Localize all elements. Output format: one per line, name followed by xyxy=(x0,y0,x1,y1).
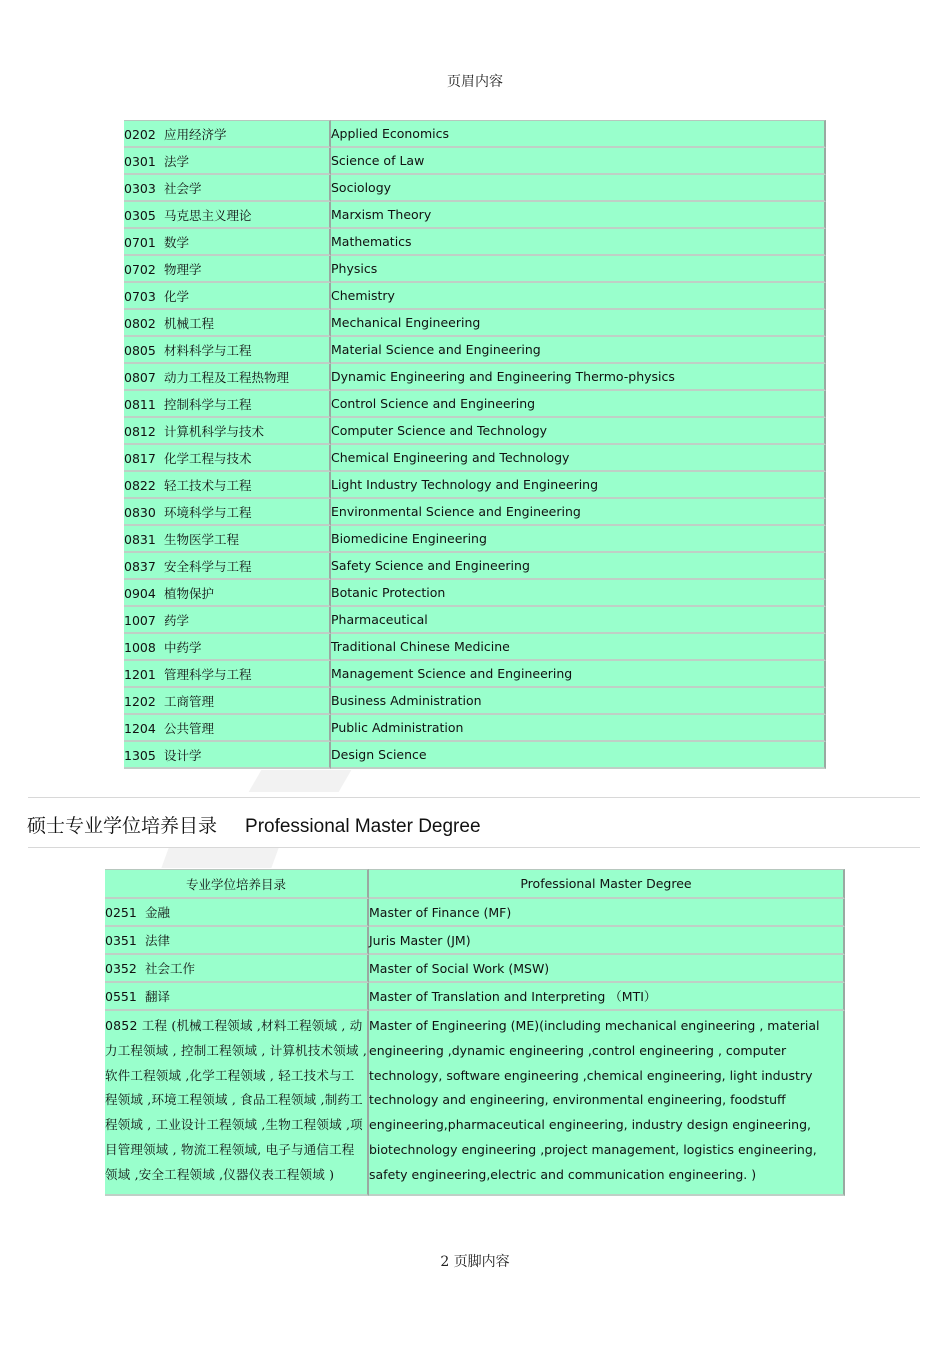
watermark-shape xyxy=(249,770,352,792)
discipline-cell xyxy=(124,661,331,688)
page-number: 2 xyxy=(440,1254,450,1270)
discipline-name-en: Environmental Science and Engineering xyxy=(331,499,826,526)
discipline-cell xyxy=(124,499,331,526)
discipline-cell xyxy=(124,742,331,769)
discipline-name-zh: 公共管理 xyxy=(164,720,215,736)
table-row xyxy=(124,337,826,364)
discipline-name-en: Chemistry xyxy=(331,283,826,310)
discipline-cell xyxy=(124,418,331,445)
discipline-cell xyxy=(124,526,331,553)
table-row xyxy=(105,983,845,1011)
discipline-name-en: Pharmaceutical xyxy=(331,607,826,634)
discipline-code: 0904 xyxy=(124,585,156,601)
discipline-name-en: Master of Social Work (MSW) xyxy=(369,955,845,983)
discipline-cell xyxy=(124,202,331,229)
discipline-name-zh: 化学工程与技术 xyxy=(164,450,252,466)
discipline-code: 0202 xyxy=(124,126,156,142)
discipline-name-zh: 生物医学工程 xyxy=(164,531,240,547)
header-en: Professional Master Degree xyxy=(369,869,845,899)
discipline-cell xyxy=(124,148,331,175)
discipline-cell xyxy=(124,310,331,337)
discipline-code: 1007 xyxy=(124,612,156,628)
discipline-cell xyxy=(124,229,331,256)
discipline-name-zh: 植物保护 xyxy=(164,585,215,601)
discipline-name-en: Design Science xyxy=(331,742,826,769)
discipline-name-en: Management Science and Engineering xyxy=(331,661,826,688)
discipline-code: 0812 xyxy=(124,423,156,439)
footer-text: 页脚内容 xyxy=(453,1254,510,1270)
discipline-cell xyxy=(124,337,331,364)
discipline-name-zh: 安全科学与工程 xyxy=(164,558,252,574)
discipline-name-en: Dynamic Engineering and Engineering Thermo-physics xyxy=(331,364,826,391)
discipline-name-zh: 物理学 xyxy=(164,261,202,277)
discipline-cell xyxy=(124,256,331,283)
discipline-name-en: Computer Science and Technology xyxy=(331,418,826,445)
discipline-cell xyxy=(124,688,331,715)
table-row xyxy=(124,391,826,418)
table-row xyxy=(105,899,845,927)
discipline-name-en: Business Administration xyxy=(331,688,826,715)
discipline-code: 1008 xyxy=(124,639,156,655)
discipline-code: 0701 xyxy=(124,234,156,250)
table-row xyxy=(124,715,826,742)
table-row xyxy=(124,607,826,634)
discipline-name-en: Marxism Theory xyxy=(331,202,826,229)
discipline-name-zh: 材料科学与工程 xyxy=(164,342,252,358)
table-row xyxy=(124,742,826,769)
discipline-code: 0702 xyxy=(124,261,156,277)
discipline-name-zh: 管理科学与工程 xyxy=(164,666,252,682)
discipline-code: 1204 xyxy=(124,720,156,736)
discipline-code: 0805 xyxy=(124,342,156,358)
discipline-name-en: Master of Translation and Interpreting （MTI） xyxy=(369,983,845,1011)
table-header-row xyxy=(105,869,845,899)
discipline-name-en: Master of Finance (MF) xyxy=(369,899,845,927)
discipline-name-en: Applied Economics xyxy=(331,120,826,148)
table-row xyxy=(124,418,826,445)
discipline-cell xyxy=(124,445,331,472)
professional-degree-table xyxy=(105,869,845,1196)
table-row xyxy=(124,499,826,526)
engineering-code: 0852 xyxy=(105,1018,138,1033)
table-row xyxy=(105,927,845,955)
discipline-code: 0811 xyxy=(124,396,156,412)
engineering-en: Master of Engineering (ME)(including mechanical engineering , material engineering ,dynamic engineering ,control engineering , computer technology, software engineering ,chemical engineering, light industry technology and engineering, environmental engineering, foodstuff engineering,pharmaceutical engineering, industry design engineering, biotechnology engineering ,project management, logistics engineering, safety engineering,electric and communication engineering. ) xyxy=(369,1011,845,1196)
discipline-cell xyxy=(105,927,369,955)
discipline-name-en: Traditional Chinese Medicine xyxy=(331,634,826,661)
section-title xyxy=(27,811,481,838)
discipline-cell xyxy=(124,715,331,742)
discipline-cell xyxy=(105,899,369,927)
discipline-name-zh: 环境科学与工程 xyxy=(164,504,252,520)
discipline-name-zh: 控制科学与工程 xyxy=(164,396,252,412)
discipline-code: 0551 xyxy=(105,989,137,1004)
discipline-cell xyxy=(124,120,331,148)
table-row xyxy=(124,688,826,715)
discipline-code: 0817 xyxy=(124,450,156,466)
discipline-cell xyxy=(124,553,331,580)
watermark-shape xyxy=(161,848,278,868)
engineering-zh-cell xyxy=(105,1011,369,1196)
table-row xyxy=(124,661,826,688)
discipline-code: 1202 xyxy=(124,693,156,709)
table-row-engineering xyxy=(105,1011,845,1196)
table-row xyxy=(124,526,826,553)
table-row xyxy=(124,472,826,499)
discipline-code: 0837 xyxy=(124,558,156,574)
discipline-name-zh: 法律 xyxy=(145,933,171,948)
discipline-code: 0303 xyxy=(124,180,156,196)
discipline-name-zh: 社会工作 xyxy=(145,961,196,976)
discipline-name-zh: 马克思主义理论 xyxy=(164,207,252,223)
discipline-name-en: Mathematics xyxy=(331,229,826,256)
discipline-name-en: Juris Master (JM) xyxy=(369,927,845,955)
discipline-name-en: Botanic Protection xyxy=(331,580,826,607)
discipline-name-zh: 机械工程 xyxy=(164,315,215,331)
discipline-table xyxy=(124,120,826,769)
discipline-cell xyxy=(105,983,369,1011)
discipline-code: 0822 xyxy=(124,477,156,493)
discipline-name-zh: 药学 xyxy=(164,612,190,628)
section-title-zh: 硕士专业学位培养目录 xyxy=(27,815,218,837)
discipline-name-en: Chemical Engineering and Technology xyxy=(331,445,826,472)
discipline-name-zh: 中药学 xyxy=(164,639,202,655)
table-row xyxy=(124,120,826,148)
table-row xyxy=(124,175,826,202)
discipline-code: 1201 xyxy=(124,666,156,682)
section-title-en: Professional Master Degree xyxy=(245,816,481,837)
discipline-name-en: Mechanical Engineering xyxy=(331,310,826,337)
discipline-cell xyxy=(124,283,331,310)
discipline-cell xyxy=(124,364,331,391)
discipline-name-en: Biomedicine Engineering xyxy=(331,526,826,553)
discipline-name-zh: 法学 xyxy=(164,153,190,169)
table-row xyxy=(124,445,826,472)
table-row xyxy=(124,283,826,310)
discipline-code: 0802 xyxy=(124,315,156,331)
engineering-zh: 工程 (机械工程领域 ,材料工程领域 , 动力工程领域 , 控制工程领域 , 计算机技术领域 , 软件工程领域 ,化学工程领域 , 轻工技术与工程领域 ,环境工程领域 , 食品工程领域 ,制药工程领域 , 工业设计工程领域 ,生物工程领域 ,项目管理领域 , 物流工程领域, 电子与通信工程领域 ,安全工程领域 ,仪器仪表工程领域 ) xyxy=(105,1018,367,1182)
discipline-cell xyxy=(124,607,331,634)
discipline-cell xyxy=(124,472,331,499)
section-divider-top xyxy=(28,797,920,798)
discipline-name-en: Light Industry Technology and Engineering xyxy=(331,472,826,499)
discipline-code: 0831 xyxy=(124,531,156,547)
discipline-code: 0352 xyxy=(105,961,137,976)
table-row xyxy=(124,310,826,337)
discipline-name-zh: 设计学 xyxy=(164,747,202,763)
table-row xyxy=(124,553,826,580)
discipline-cell xyxy=(124,391,331,418)
discipline-code: 0351 xyxy=(105,933,137,948)
discipline-code: 0305 xyxy=(124,207,156,223)
discipline-name-en: Material Science and Engineering xyxy=(331,337,826,364)
table-row xyxy=(124,634,826,661)
discipline-code: 0807 xyxy=(124,369,156,385)
discipline-name-zh: 轻工技术与工程 xyxy=(164,477,252,493)
page-footer xyxy=(0,1251,950,1271)
discipline-code: 0301 xyxy=(124,153,156,169)
discipline-name-en: Science of Law xyxy=(331,148,826,175)
discipline-cell xyxy=(124,580,331,607)
header-zh: 专业学位培养目录 xyxy=(105,869,369,899)
discipline-name-en: Physics xyxy=(331,256,826,283)
section-divider-bottom xyxy=(28,847,920,848)
table-row xyxy=(124,256,826,283)
discipline-name-zh: 工商管理 xyxy=(164,693,215,709)
discipline-cell xyxy=(105,955,369,983)
table-row xyxy=(124,580,826,607)
table-row xyxy=(124,364,826,391)
discipline-name-zh: 应用经济学 xyxy=(164,126,227,142)
discipline-name-zh: 动力工程及工程热物理 xyxy=(164,369,290,385)
discipline-name-en: Safety Science and Engineering xyxy=(331,553,826,580)
page-header: 页眉内容 xyxy=(447,74,503,90)
table-row xyxy=(124,229,826,256)
discipline-code: 0251 xyxy=(105,905,137,920)
discipline-code: 1305 xyxy=(124,747,156,763)
discipline-name-zh: 数学 xyxy=(164,234,190,250)
discipline-cell xyxy=(124,634,331,661)
table-row xyxy=(105,955,845,983)
discipline-code: 0830 xyxy=(124,504,156,520)
discipline-cell xyxy=(124,175,331,202)
discipline-code: 0703 xyxy=(124,288,156,304)
discipline-name-zh: 翻译 xyxy=(145,989,171,1004)
discipline-name-zh: 化学 xyxy=(164,288,190,304)
discipline-name-en: Control Science and Engineering xyxy=(331,391,826,418)
discipline-name-zh: 社会学 xyxy=(164,180,202,196)
table-row xyxy=(124,202,826,229)
table-row xyxy=(124,148,826,175)
discipline-name-en: Public Administration xyxy=(331,715,826,742)
discipline-name-zh: 金融 xyxy=(145,905,171,920)
discipline-name-en: Sociology xyxy=(331,175,826,202)
discipline-name-zh: 计算机科学与技术 xyxy=(164,423,265,439)
